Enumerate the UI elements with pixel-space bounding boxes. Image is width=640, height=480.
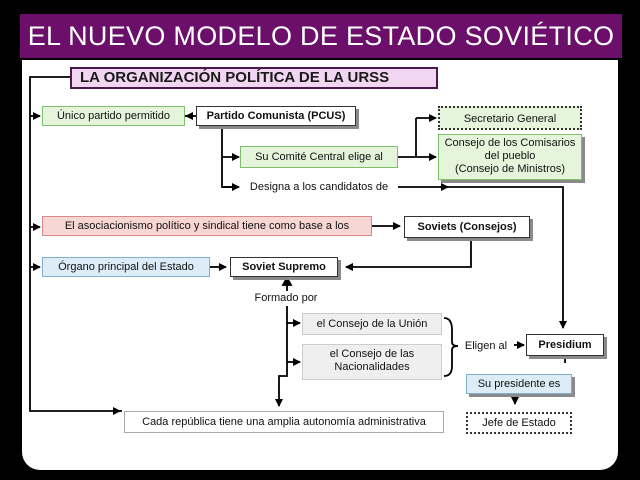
consejo-comisarios-line-1: Consejo de los Comisarios	[444, 137, 576, 149]
node-unico-partido: Único partido permitido	[42, 106, 185, 126]
consejos-brace	[444, 318, 458, 376]
consejo-nacionalidades-line-1: el Consejo de las	[329, 348, 415, 360]
node-asociacionismo: El asociacionismo político y sindical tiene como base a los	[42, 216, 372, 236]
node-consejo-union: el Consejo de la Unión	[302, 313, 442, 335]
consejo-comisarios-line-3: (Consejo de Ministros)	[454, 163, 566, 175]
node-su-presidente: Su presidente es	[466, 374, 572, 394]
line-formado-down	[279, 306, 287, 406]
node-eligen: Eligen al	[458, 338, 514, 354]
arrow-soviets-to-supremo	[346, 238, 471, 267]
node-republica: Cada república tiene una amplia autonomía administrativa	[124, 411, 444, 433]
node-formado-por: Formado por	[246, 291, 326, 306]
left-spine-line	[30, 77, 122, 411]
arrow-up-formado	[283, 278, 291, 285]
node-secretario: Secretario General	[438, 106, 582, 130]
consejo-nacionalidades-line-2: Nacionalidades	[334, 361, 410, 373]
node-consejo-comisarios	[438, 134, 582, 180]
node-comite: Su Comité Central elige al	[240, 146, 398, 168]
node-presidium: Presidium	[526, 334, 604, 356]
consejo-comisarios-line-2: del pueblo	[484, 150, 536, 162]
arrow-designa-to-presidium	[398, 187, 563, 328]
node-soviet-supremo: Soviet Supremo	[230, 257, 338, 277]
node-designa: Designa a los candidatos de	[240, 178, 398, 198]
node-consejo-nacionalidades	[302, 344, 442, 380]
node-organo: Órgano principal del Estado	[42, 257, 210, 277]
diagram-subtitle: LA ORGANIZACIÓN POLÍTICA DE LA URSS	[70, 67, 438, 89]
node-pcus: Partido Comunista (PCUS)	[196, 106, 356, 126]
slide-title: EL NUEVO MODELO DE ESTADO SOVIÉTICO	[20, 14, 622, 58]
node-soviets: Soviets (Consejos)	[404, 216, 530, 238]
node-jefe-estado: Jefe de Estado	[466, 412, 572, 434]
